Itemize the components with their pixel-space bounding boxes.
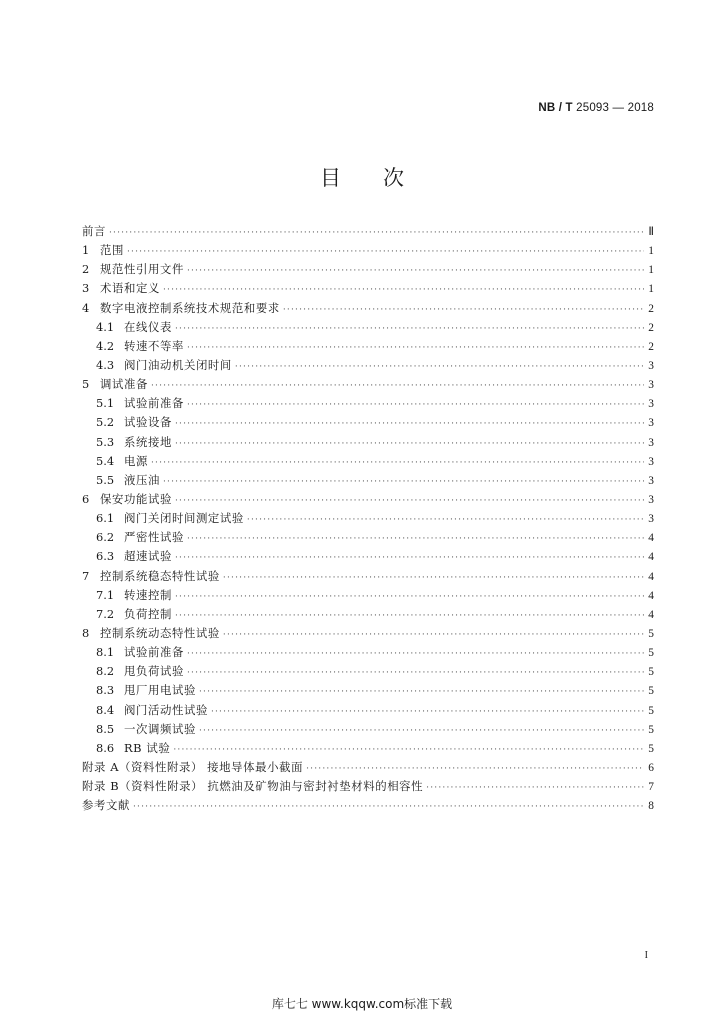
toc-entry-page: 5 (648, 647, 654, 660)
toc-entry[interactable] (82, 280, 654, 299)
toc-entry-number: 5.2 (96, 415, 115, 430)
toc-leader-dots (175, 592, 644, 602)
toc-leader-dots (235, 362, 644, 372)
toc-entry-label: 阀门活动性试验 (124, 702, 208, 717)
toc-leader-dots (187, 534, 644, 544)
toc-entry-number: 4.2 (96, 338, 115, 353)
toc-leader-dots (163, 477, 644, 487)
page-number: I (644, 950, 648, 961)
toc-leader-dots (211, 707, 644, 717)
toc-entry[interactable] (82, 491, 654, 510)
toc-entry-page: Ⅱ (648, 226, 654, 238)
toc-entry-page: 4 (648, 532, 654, 545)
toc-entry-number: 5.3 (96, 434, 115, 449)
toc-leader-dots (175, 419, 644, 429)
toc-entry-number: 2 (82, 262, 90, 277)
toc-entry-number: 8.1 (96, 645, 115, 660)
toc-leader-dots (175, 439, 644, 449)
toc-entry-label: 控制系统稳态特性试验 (100, 568, 220, 583)
toc-entry[interactable] (82, 510, 654, 529)
toc-entry-number: 6 (82, 491, 90, 506)
toc-entry-number: 5 (82, 377, 90, 392)
toc-entry[interactable] (82, 395, 654, 414)
toc-entry[interactable] (82, 587, 654, 606)
table-of-contents (82, 223, 654, 816)
toc-entry[interactable] (82, 702, 654, 721)
toc-entry-page: 4 (648, 589, 654, 602)
toc-entry[interactable] (82, 529, 654, 548)
toc-entry-page: 4 (648, 570, 654, 583)
toc-entry-number: 8.2 (96, 664, 115, 679)
toc-entry-label: 试验前准备 (124, 645, 184, 660)
toc-entry-page: 2 (648, 340, 654, 353)
toc-entry-number: 6.3 (96, 549, 115, 564)
toc-entry-page: 2 (648, 302, 654, 315)
toc-leader-dots (247, 515, 644, 525)
toc-leader-dots (199, 687, 644, 697)
toc-entry-number: 4.3 (96, 357, 115, 372)
toc-entry-page: 6 (648, 761, 654, 774)
toc-entry-label: 附录 A（资料性附录） 接地导体最小截面 (82, 759, 304, 774)
toc-entry[interactable] (82, 721, 654, 740)
toc-leader-dots (151, 458, 644, 468)
toc-entry-number: 6.1 (96, 511, 115, 526)
toc-entry[interactable] (82, 778, 654, 797)
toc-entry-page: 5 (648, 685, 654, 698)
toc-leader-dots (187, 668, 644, 678)
toc-entry[interactable] (82, 376, 654, 395)
toc-leader-dots (175, 496, 644, 506)
toc-entry[interactable] (82, 548, 654, 567)
toc-entry-label: 负荷控制 (124, 606, 172, 621)
toc-entry-page: 1 (648, 264, 654, 277)
toc-entry-page: 3 (648, 455, 654, 468)
toc-entry-number: 4.1 (96, 319, 115, 334)
page-title: 目次 (320, 166, 446, 190)
toc-entry-page: 3 (648, 436, 654, 449)
toc-entry[interactable] (82, 644, 654, 663)
toc-entry[interactable] (82, 434, 654, 453)
toc-leader-dots (187, 343, 644, 353)
toc-entry-page: 5 (648, 627, 654, 640)
toc-entry-page: 7 (648, 781, 654, 794)
toc-entry-number: 8.5 (96, 721, 115, 736)
toc-entry-label: 保安功能试验 (100, 491, 172, 506)
toc-entry[interactable] (82, 606, 654, 625)
toc-entry-page: 5 (648, 704, 654, 717)
toc-entry-label: 甩负荷试验 (124, 664, 184, 679)
toc-entry-page: 5 (648, 723, 654, 736)
toc-entry-page: 3 (648, 359, 654, 372)
standard-code-header (538, 102, 654, 114)
toc-entry-label: 转速控制 (124, 587, 172, 602)
standard-code-number: 25093 — 2018 (576, 102, 654, 114)
toc-entry[interactable] (82, 759, 654, 778)
toc-entry[interactable] (82, 797, 654, 816)
toc-entry-label: 试验前准备 (124, 396, 184, 411)
toc-entry-page: 5 (648, 666, 654, 679)
toc-entry-number: 4 (82, 300, 90, 315)
toc-entry-label: 系统接地 (124, 434, 172, 449)
toc-entry-page: 4 (648, 551, 654, 564)
toc-entry[interactable] (82, 242, 654, 261)
toc-leader-dots (175, 611, 644, 621)
toc-leader-dots (175, 324, 644, 334)
toc-entry-number: 7.2 (96, 606, 115, 621)
toc-entry[interactable] (82, 319, 654, 338)
toc-entry-number: 5.4 (96, 453, 115, 468)
toc-entry-number: 7 (82, 568, 90, 583)
toc-leader-dots (163, 285, 644, 295)
toc-entry[interactable] (82, 338, 654, 357)
toc-entry-number: 1 (82, 243, 90, 258)
toc-entry[interactable] (82, 740, 654, 759)
toc-leader-dots (151, 381, 644, 391)
toc-leader-dots (199, 726, 644, 736)
toc-entry-page: 3 (648, 474, 654, 487)
toc-leader-dots (223, 573, 644, 583)
toc-leader-dots (283, 305, 644, 315)
toc-entry-label: 阀门关闭时间测定试验 (124, 511, 244, 526)
toc-leader-dots (133, 802, 644, 812)
watermark-footer: 库七七 www.kqqw.com标准下载 (271, 997, 453, 1011)
toc-entry-label: 超速试验 (124, 549, 172, 564)
toc-leader-dots (187, 649, 644, 659)
toc-entry-page: 2 (648, 321, 654, 334)
toc-entry[interactable] (82, 472, 654, 491)
toc-entry-label: 规范性引用文件 (100, 262, 184, 277)
toc-entry-page: 4 (648, 608, 654, 621)
toc-entry[interactable] (82, 414, 654, 433)
toc-entry-label: 一次调频试验 (124, 721, 196, 736)
toc-entry-label: 阀门油动机关闭时间 (124, 357, 232, 372)
toc-entry-page: 3 (648, 493, 654, 506)
toc-entry-page: 3 (648, 379, 654, 392)
toc-leader-dots (187, 266, 644, 276)
toc-leader-dots (223, 630, 644, 640)
toc-leader-dots (306, 764, 644, 774)
toc-entry-number: 8.6 (96, 740, 115, 755)
toc-entry-label: 在线仪表 (124, 319, 172, 334)
toc-entry-label: 液压油 (124, 472, 160, 487)
toc-entry-label: RB 试验 (124, 740, 171, 755)
toc-entry-label: 数字电液控制系统技术规范和要求 (100, 300, 280, 315)
toc-entry[interactable] (82, 357, 654, 376)
toc-entry-number: 8.3 (96, 683, 115, 698)
toc-entry-label: 控制系统动态特性试验 (100, 625, 220, 640)
toc-entry-label: 严密性试验 (124, 530, 184, 545)
toc-entry-label: 试验设备 (124, 415, 172, 430)
toc-entry[interactable] (82, 453, 654, 472)
toc-entry-number: 5.5 (96, 472, 115, 487)
toc-entry[interactable] (82, 300, 654, 319)
toc-entry-label: 转速不等率 (124, 338, 184, 353)
toc-entry-label: 参考文献 (82, 798, 130, 813)
toc-entry-number: 6.2 (96, 530, 115, 545)
toc-entry-page: 3 (648, 417, 654, 430)
toc-entry-page: 3 (648, 513, 654, 526)
toc-leader-dots (127, 247, 644, 257)
toc-leader-dots (175, 553, 644, 563)
toc-leader-dots (109, 228, 644, 238)
toc-entry[interactable] (82, 568, 654, 587)
toc-entry-label: 前言 (82, 224, 106, 238)
toc-entry-label: 甩厂用电试验 (124, 683, 196, 698)
toc-leader-dots (173, 745, 644, 755)
toc-entry[interactable] (82, 625, 654, 644)
toc-entry-label: 电源 (124, 453, 148, 468)
toc-entry-number: 8.4 (96, 702, 115, 717)
toc-entry-label: 范围 (100, 243, 124, 258)
toc-entry[interactable] (82, 261, 654, 280)
standard-code-prefix: NB / T (538, 102, 573, 114)
toc-entry-number: 3 (82, 281, 90, 296)
toc-entry-page: 8 (648, 800, 654, 813)
toc-entry-label: 术语和定义 (100, 281, 160, 296)
toc-entry-page: 3 (648, 398, 654, 411)
toc-entry[interactable] (82, 663, 654, 682)
toc-entry-label: 附录 B（资料性附录） 抗燃油及矿物油与密封衬垫材料的相容性 (82, 779, 424, 794)
toc-leader-dots (426, 783, 644, 793)
toc-entry-page: 1 (648, 283, 654, 296)
toc-entry[interactable] (82, 223, 654, 242)
toc-entry-number: 8 (82, 625, 90, 640)
toc-entry-label: 调试准备 (100, 377, 148, 392)
toc-leader-dots (187, 400, 644, 410)
toc-entry[interactable] (82, 682, 654, 701)
toc-entry-page: 1 (648, 245, 654, 258)
toc-entry-number: 5.1 (96, 396, 115, 411)
toc-entry-page: 5 (648, 742, 654, 755)
toc-entry-number: 7.1 (96, 587, 115, 602)
